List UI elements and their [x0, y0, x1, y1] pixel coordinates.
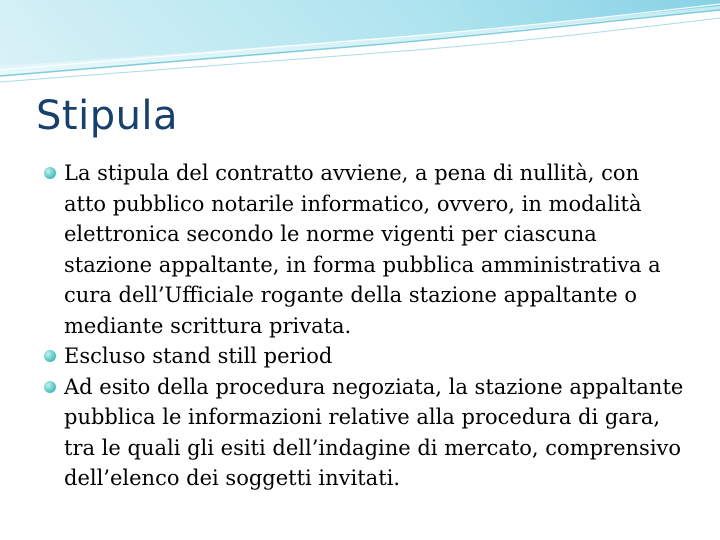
teal-circle-bullet-icon	[44, 381, 56, 393]
bullet-text: La stipula del contratto avviene, a pena di nullità, con atto pubblico notarile informatico, ovvero, in modalità elettronica secondo le norme vigenti per ciascuna stazione appaltante, in forma pubblica amministrativa a cura dell’Ufficiale rogante della stazione appaltante o mediante scrittura privata.	[64, 161, 661, 338]
bullet-text: Ad esito della procedura negoziata, la stazione appaltante pubblica le informazioni relative alla procedura di gara, tra le quali gli esiti dell’indagine di mercato, comprensivo dell’elenco dei soggetti invitati.	[64, 374, 684, 490]
teal-circle-bullet-icon	[44, 350, 56, 362]
bullet-list	[44, 158, 684, 494]
slide-title: Stipula	[36, 93, 179, 139]
bullet-item	[44, 341, 684, 372]
teal-circle-bullet-icon	[44, 167, 56, 179]
bullet-item	[44, 158, 684, 341]
bullet-text: Escluso stand still period	[64, 344, 333, 368]
header-wave-decoration	[0, 0, 720, 90]
bullet-item	[44, 372, 684, 494]
